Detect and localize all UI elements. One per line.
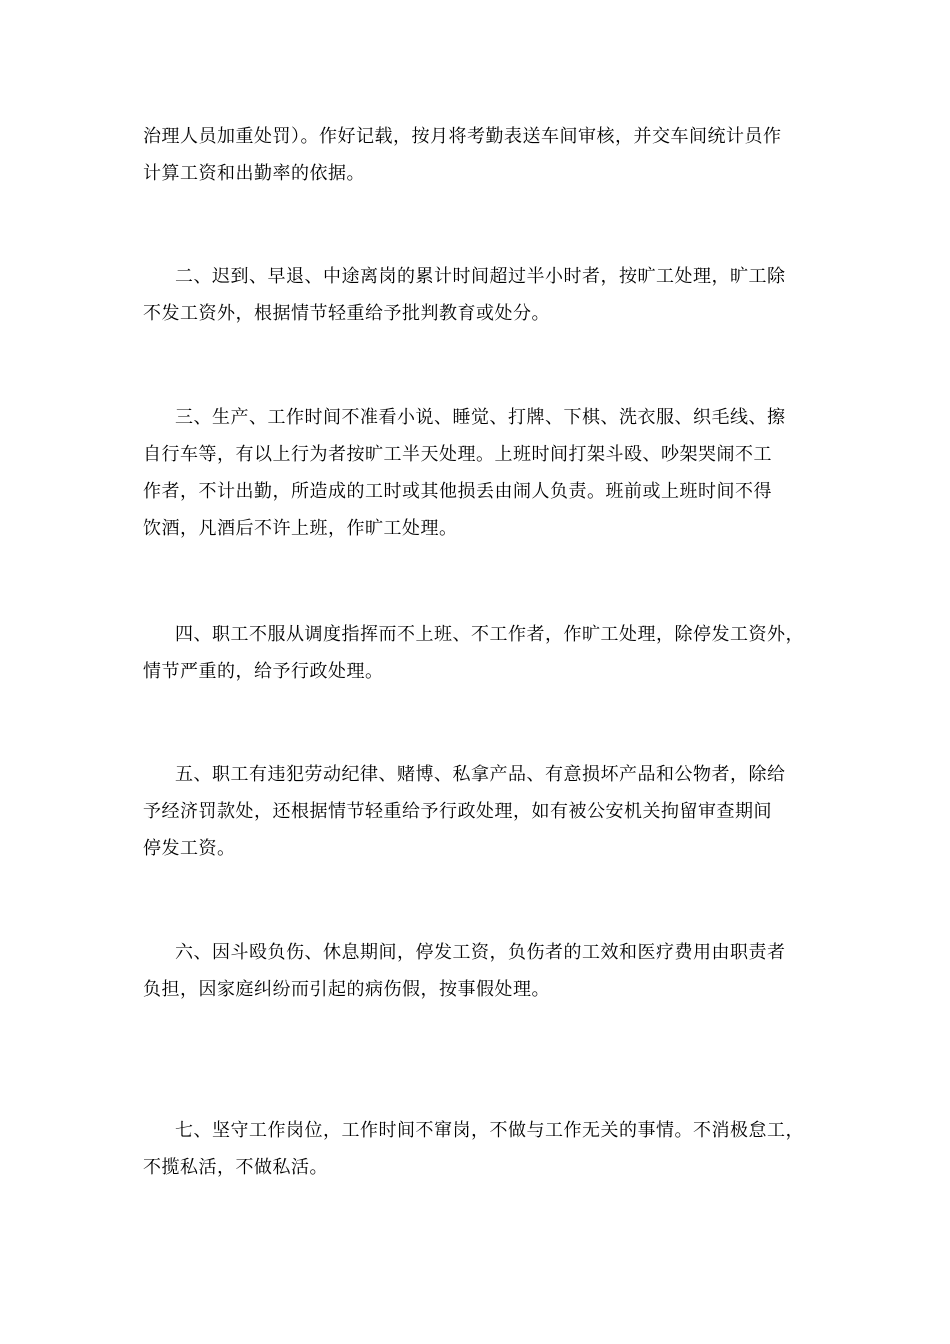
text-line: 自行车等，有以上行为者按旷工半天处理。上班时间打架斗殴、吵架哭闹不工: [143, 444, 772, 465]
text-line: 七、坚守工作岗位，工作时间不窜岗，不做与工作无关的事情。不消极怠工，: [175, 1120, 804, 1141]
text-line: 三、生产、工作时间不准看小说、睡觉、打牌、下棋、洗衣服、织毛线、擦: [175, 407, 786, 428]
text-line: 饮酒，凡酒后不许上班，作旷工处理。: [143, 518, 458, 539]
text-line: 计算工资和出勤率的依据。: [143, 163, 365, 184]
text-line: 二、迟到、早退、中途离岗的累计时间超过半小时者，按旷工处理，旷工除: [175, 266, 786, 287]
paragraph-item-3: [143, 399, 815, 547]
text-line: 予经济罚款处，还根据情节轻重给予行政处理，如有被公安机关拘留审查期间: [143, 801, 772, 822]
paragraph-item-6: [143, 934, 815, 1008]
paragraph-item-5: [143, 756, 815, 867]
paragraph-continuation: [143, 118, 815, 192]
text-line: 六、因斗殴负伤、休息期间，停发工资，负伤者的工效和医疗费用由职责者: [175, 942, 786, 963]
text-line: 不揽私活，不做私活。: [143, 1157, 328, 1178]
text-line: 治理人员加重处罚）。作好记载，按月将考勤表送车间审核，并交车间统计员作: [143, 126, 782, 147]
text-line: 不发工资外，根据情节轻重给予批判教育或处分。: [143, 303, 550, 324]
text-line: 五、职工有违犯劳动纪律、赌博、私拿产品、有意损坏产品和公物者，除给: [175, 764, 786, 785]
text-line: 情节严重的，给予行政处理。: [143, 661, 384, 682]
paragraph-item-7: [143, 1112, 815, 1186]
text-line: 停发工资。: [143, 838, 236, 859]
paragraph-item-4: [143, 616, 815, 690]
paragraph-item-2: [143, 258, 815, 332]
text-line: 作者，不计出勤，所造成的工时或其他损丢由闹人负责。班前或上班时间不得: [143, 481, 772, 502]
text-line: 四、职工不服从调度指挥而不上班、不工作者，作旷工处理，除停发工资外，: [175, 624, 804, 645]
text-line: 负担，因家庭纠纷而引起的病伤假，按事假处理。: [143, 979, 550, 1000]
